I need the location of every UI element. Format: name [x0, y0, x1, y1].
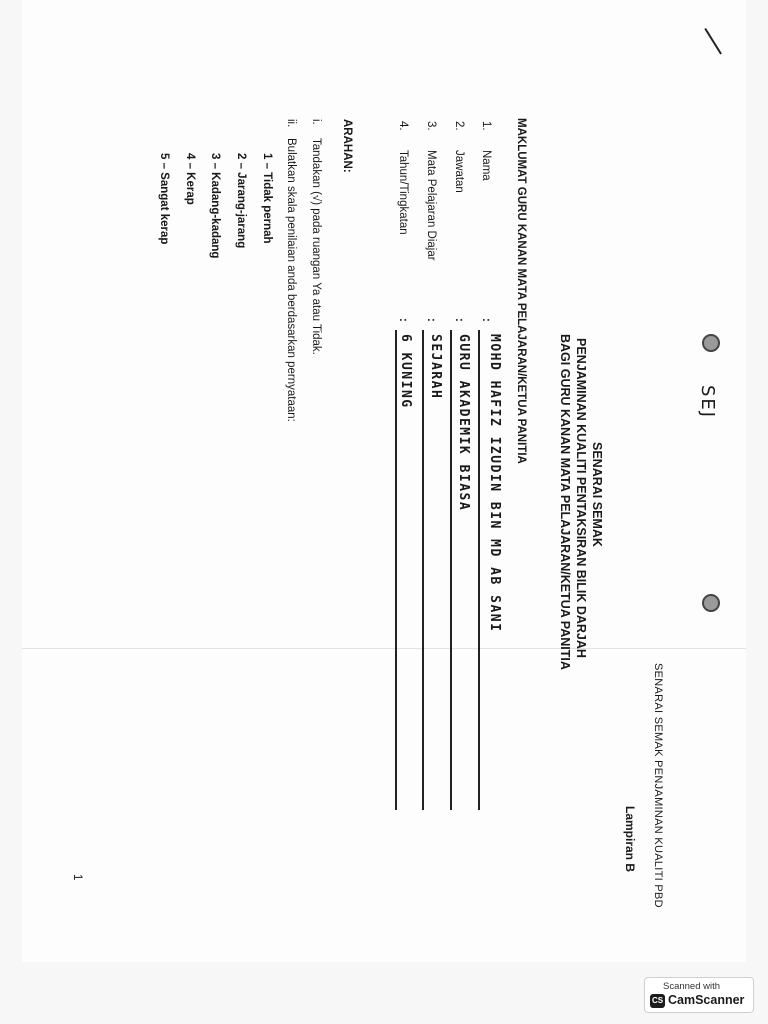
watermark-caption: Scanned with: [663, 981, 721, 992]
page-number: 1: [71, 874, 83, 881]
watermark-brand: CamScanner: [668, 993, 745, 1007]
arahan-item-number: ii.: [285, 119, 297, 128]
field-colon: :: [397, 318, 409, 322]
camscanner-watermark: [644, 977, 754, 1013]
field-underline: [451, 330, 453, 810]
punch-hole-top: [702, 334, 720, 352]
scale-item: 2 – Jarang-jarang: [235, 153, 247, 249]
scale-item: 3 – Kadang-kadang: [209, 153, 221, 259]
document-code: SENARAI SEMAK PENJAMINAN KUALITI PBD: [652, 663, 664, 908]
field-underline: [423, 330, 425, 810]
field-value-tahun: 6 KUNING: [398, 334, 413, 409]
arahan-item-text: Tandakan (√) pada ruangan Ya atau Tidak.: [310, 138, 322, 355]
field-underline: [479, 330, 481, 810]
fold-line: [22, 648, 746, 649]
field-label: Mata Pelajaran Diajar: [425, 150, 437, 261]
punch-hole-bottom: [702, 594, 720, 612]
scale-item: 5 – Sangat kerap: [158, 153, 170, 245]
section-title: MAKLUMAT GURU KANAN MATA PELAJARAN/KETUA PANITIA: [515, 118, 527, 464]
field-colon: :: [480, 318, 492, 322]
field-colon: :: [425, 318, 437, 322]
title-line-3: BAGI GURU KANAN MATA PELAJARAN/KETUA PANITIA: [558, 334, 572, 670]
field-value-mata-pelajaran: SEJARAH: [428, 334, 443, 400]
field-value-nama: MOHD HAFIZ IZUDIN BIN MD AB SANI: [487, 334, 502, 633]
field-number: 2.: [453, 121, 465, 131]
field-label: Jawatan: [453, 150, 465, 193]
field-label: Tahun/Tingkatan: [397, 150, 409, 235]
scale-item: 1 – Tidak pernah: [261, 153, 273, 244]
field-number: 4.: [397, 121, 409, 131]
handwritten-code: SEJ: [697, 385, 718, 420]
field-value-jawatan: GURU AKADEMIK BIASA: [456, 334, 471, 512]
title-line-2: PENJAMINAN KUALITI PENTAKSIRAN BILIK DARJAH: [574, 338, 588, 658]
field-colon: :: [453, 318, 465, 322]
lampiran-label: Lampiran B: [623, 806, 637, 873]
camscanner-logo-icon: CS: [650, 994, 665, 1008]
arahan-item-number: i.: [310, 119, 322, 125]
field-underline: [396, 330, 398, 810]
field-number: 3.: [425, 121, 437, 131]
field-number: 1.: [480, 121, 492, 131]
field-label: Nama: [480, 150, 492, 181]
scale-item: 4 – Kerap: [184, 153, 196, 205]
arahan-title: ARAHAN:: [341, 119, 353, 173]
title-line-1: SENARAI SEMAK: [590, 442, 604, 547]
arahan-item-text: Bulatkan skala penilaian anda berdasarkan pernyataan:: [285, 138, 297, 422]
scanned-page: [22, 0, 746, 962]
